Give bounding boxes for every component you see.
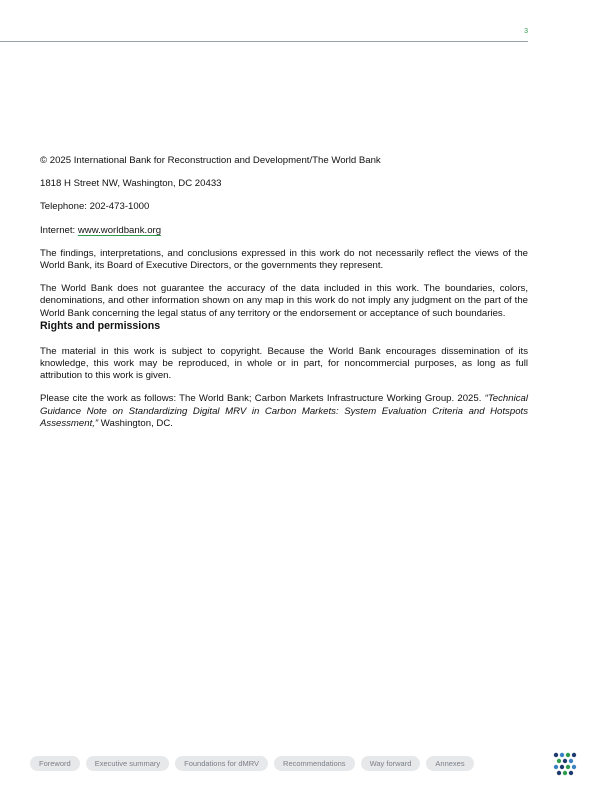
- header-divider: [0, 41, 528, 42]
- address-line: 1818 H Street NW, Washington, DC 20433: [40, 178, 222, 190]
- citation: [40, 393, 528, 430]
- nav-executive-summary[interactable]: Executive summary: [86, 756, 169, 771]
- nav-annexes[interactable]: Annexes: [426, 756, 473, 771]
- nav-way-forward[interactable]: Way forward: [361, 756, 421, 771]
- rights-body: The material in this work is subject to copyright. Because the World Bank encourages dissemination of its knowledge, this work may be reproduced, in whole or in part, for noncommercial purposes, as long as full attribution to this work is given.: [40, 345, 528, 382]
- copyright-line: © 2025 International Bank for Reconstruction and Development/The World Bank: [40, 155, 381, 166]
- internet-label: Internet:: [40, 224, 78, 236]
- citation-intro: Please cite the work as follows: The World Bank; Carbon Markets Infrastructure Working Group. 2025.: [40, 393, 485, 405]
- telephone-line: Telephone: 202-473-1000: [40, 201, 150, 213]
- nav-recommendations[interactable]: Recommendations: [274, 756, 355, 771]
- internet-line: [40, 225, 528, 237]
- page-number: 3: [524, 28, 528, 35]
- rights-heading: Rights and permissions: [40, 319, 161, 332]
- imprint-content: [40, 155, 528, 430]
- dotted-logo-icon: [553, 752, 577, 776]
- accuracy-disclaimer: The World Bank does not guarantee the accuracy of the data included in this work. The boundaries, colors, denominations, and other information shown on any map in this work do not imply any judgment on the part of the World Bank concerning the legal status of any territory or the endorsement or acceptance of such boundaries.: [40, 283, 528, 319]
- findings-disclaimer: The findings, interpretations, and conclusions expressed in this work do not necessarily reflect the views of the World Bank, its Board of Executive Directors, or the governments they represent.: [40, 247, 528, 272]
- nav-foundations-for-dmrv[interactable]: Foundations for dMRV: [175, 756, 268, 771]
- nav-foreword[interactable]: Foreword: [30, 756, 80, 771]
- worldbank-link[interactable]: www.worldbank.org: [77, 224, 162, 236]
- section-nav: [30, 756, 474, 771]
- citation-title: “Technical Guidance Note on Standardizing Digital MRV in Carbon Markets: System Evaluation Criteria and Hotspots Assessment,”: [40, 393, 528, 429]
- citation-end: Washington, DC.: [98, 417, 173, 429]
